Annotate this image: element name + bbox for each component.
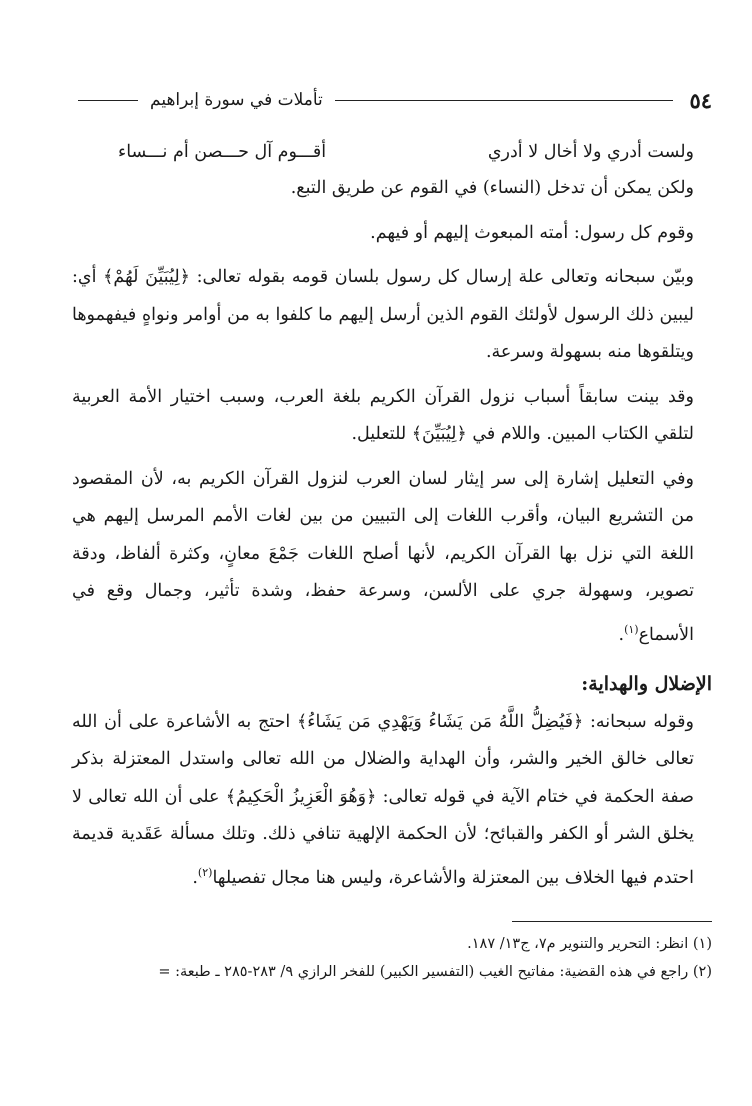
footnote-1: (١) انظر: التحرير والتنوير م٧، ج١٣/ ١٨٧.: [467, 936, 712, 953]
footnote-marker-1[interactable]: (١): [624, 622, 639, 636]
footnote-separator: [512, 921, 712, 922]
footnotes: [72, 930, 712, 986]
paragraph-6-end: .: [192, 867, 198, 888]
paragraph-1: ولكن يمكن أن تدخل (النساء) في القوم عن طريق التبع.: [290, 178, 694, 198]
footnote-marker-2[interactable]: (٢): [197, 865, 213, 879]
footnote-2: (٢) راجع في هذه القضية: مفاتيح الغيب (التفسير الكبير) للفخر الرازي ٩/ ٢٨٣-٢٨٥ ـ طبعة: =: [158, 964, 712, 981]
paragraph-3: وبيّن سبحانه وتعالى علة إرسال كل رسول بلسان قومه بقوله تعالى: ﴿لِيُبَيِّنَ لَهُمْ﴾ أي: ليبين ذلك الرسول لأولئك القوم الذين أرسل إليهم ما كلفوا به من أوامر ونواهٍ فيفهموها ويتلقوها منه بسهولة وسرعة.: [72, 267, 694, 362]
paragraph-6-text: وقوله سبحانه: ﴿فَيُضِلُّ اللَّهُ مَن يَشَاءُ وَيَهْدِي مَن يَشَاءُ﴾ احتج به الأشاعرة على أن الله تعالى خالق الخير والشر، وأن الهداية والضلال من الله تعالى واستدل المعتزلة بذكر صفة الحكمة في ختام الآية في قوله تعالى: ﴿وَهُوَ الْعَزِيزُ الْحَكِيمُ﴾ على أن الله تعالى لا يخلق الشر أو الكفر والقبائح؛ لأن الحكمة الإلهية تنافي ذلك. وتلك مسألة عَقَدية قديمة احتدم فيها الخلاف بين المعتزلة والأشاعرة، وليس هنا مجال تفصيلها: [72, 711, 694, 888]
paragraph-4: وقد بينت سابقاً أسباب نزول القرآن الكريم بلغة العرب، وسبب اختيار الأمة العربية لتلقي الكتاب المبين. واللام في ﴿لِيُبَيِّنَ﴾ للتعليل.: [72, 386, 694, 444]
paragraph-5: [72, 461, 712, 654]
paragraph-5-text: وفي التعليل إشارة إلى سر إيثار لسان العرب لنزول القرآن الكريم به، لأن المقصود من التشريع البيان، وأقرب اللغات إلى التبيين من بين لغات الأمم المرسل إليهم هي اللغة التي نزل بها القرآن الكريم، لأنها أصلح اللغات جَمْعَ معانٍ، وكثرة ألفاظ، ودقة تصوير، وسهولة جري على الألسن، وسرعة حفظ، وشدة تأثير، وجمال وقع في الأسماع: [72, 468, 694, 645]
page-header: [72, 80, 712, 120]
header-rule: [335, 100, 674, 101]
page-number: ٥٤: [689, 87, 712, 113]
verse-second-hemistich: أقـــوم آل حـــصن أم نـــساء: [118, 142, 327, 162]
book-page: [72, 80, 712, 986]
verse-first-hemistich: ولست أدري ولا أخال لا أدري: [487, 142, 694, 162]
poetry-verse: [72, 134, 712, 170]
paragraph-5-end: .: [618, 624, 625, 645]
header-rule-short: [78, 100, 138, 101]
running-title: تأملات في سورة إبراهيم: [150, 90, 323, 110]
section-heading: الإضلال والهداية:: [581, 672, 712, 695]
paragraph-2: وقوم كل رسول: أمته المبعوث إليهم أو فيهم.: [370, 222, 694, 243]
paragraph-6: [72, 704, 712, 897]
